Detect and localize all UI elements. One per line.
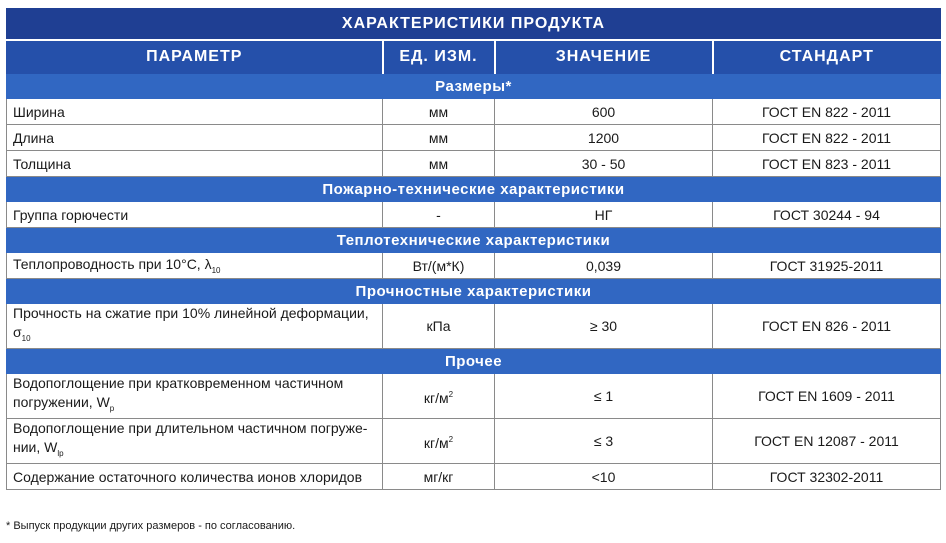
table-row [7, 464, 941, 490]
table-row [7, 253, 941, 279]
section-strength: Прочностные характеристики [7, 279, 941, 304]
footnote: * Выпуск продукции других размеров - по согласованию. [6, 520, 296, 532]
standard-cell: ГОСТ 32302-2011 [713, 464, 941, 490]
value-cell: <10 [495, 464, 713, 490]
table-row [7, 151, 941, 177]
standard-cell: ГОСТ EN 823 - 2011 [713, 151, 941, 177]
section-other: Прочее [7, 349, 941, 374]
param-cell: Ширина [7, 99, 383, 125]
section-dimensions: Размеры* [7, 74, 941, 99]
param-cell: Группа горючести [7, 202, 383, 228]
characteristics-table [6, 8, 941, 490]
column-header-parameter: ПАРАМЕТР [7, 40, 383, 74]
table-row [7, 125, 941, 151]
value-cell: ≥ 30 [495, 304, 713, 349]
column-header-unit: ЕД. ИЗМ. [383, 40, 495, 74]
standard-cell: ГОСТ EN 822 - 2011 [713, 125, 941, 151]
param-text: Водопоглощение при кратковременном частичном погружении, W [13, 375, 344, 410]
value-cell: ≤ 1 [495, 374, 713, 419]
param-cell: Содержание остаточного количества ионов хлоридов [7, 464, 383, 490]
unit-superscript: 2 [448, 434, 454, 444]
unit-superscript: 2 [448, 389, 454, 399]
table-header-row [7, 40, 941, 74]
standard-cell: ГОСТ 30244 - 94 [713, 202, 941, 228]
table-title-row [7, 9, 941, 41]
param-text: Водопоглощение при длительном частичном погруже-нии, W [13, 420, 368, 455]
unit-cell: мг/кг [383, 464, 495, 490]
unit-cell [383, 374, 495, 419]
param-cell [7, 374, 383, 419]
param-cell [7, 304, 383, 349]
standard-cell: ГОСТ EN 12087 - 2011 [713, 419, 941, 464]
value-cell: 0,039 [495, 253, 713, 279]
standard-cell: ГОСТ EN 1609 - 2011 [713, 374, 941, 419]
table-row [7, 99, 941, 125]
standard-cell: ГОСТ EN 826 - 2011 [713, 304, 941, 349]
column-header-standard: СТАНДАРТ [713, 40, 941, 74]
param-cell: Длина [7, 125, 383, 151]
unit-text: кг/м [423, 389, 449, 406]
table-row [7, 374, 941, 419]
param-subscript: p [109, 404, 115, 413]
table-title: ХАРАКТЕРИСТИКИ ПРОДУКТА [7, 9, 941, 41]
value-cell: ≤ 3 [495, 419, 713, 464]
value-cell: 1200 [495, 125, 713, 151]
section-thermal: Теплотехнические характеристики [7, 228, 941, 253]
section-row [7, 228, 941, 253]
product-characteristics [6, 8, 940, 490]
unit-cell: мм [383, 99, 495, 125]
section-fire: Пожарно-технические характеристики [7, 177, 941, 202]
param-subscript: lp [57, 449, 64, 458]
table-row [7, 419, 941, 464]
param-text: Теплопроводность при 10°С, λ [13, 256, 212, 272]
param-subscript: 10 [211, 266, 221, 275]
unit-cell: мм [383, 125, 495, 151]
unit-cell [383, 419, 495, 464]
unit-cell: кПа [383, 304, 495, 349]
section-row [7, 349, 941, 374]
value-cell: 30 - 50 [495, 151, 713, 177]
param-cell [7, 419, 383, 464]
param-cell: Толщина [7, 151, 383, 177]
unit-cell: мм [383, 151, 495, 177]
standard-cell: ГОСТ EN 822 - 2011 [713, 99, 941, 125]
table-row [7, 202, 941, 228]
unit-cell: Вт/(м*К) [383, 253, 495, 279]
section-row [7, 74, 941, 99]
unit-cell: - [383, 202, 495, 228]
standard-cell: ГОСТ 31925-2011 [713, 253, 941, 279]
param-text: Прочность на сжатие при 10% линейной деформации, σ [13, 305, 369, 340]
unit-text: кг/м [423, 434, 449, 451]
param-cell [7, 253, 383, 279]
table-row [7, 304, 941, 349]
section-row [7, 279, 941, 304]
column-header-value: ЗНАЧЕНИЕ [495, 40, 713, 74]
param-subscript: 10 [21, 334, 31, 343]
value-cell: 600 [495, 99, 713, 125]
value-cell: НГ [495, 202, 713, 228]
section-row [7, 177, 941, 202]
